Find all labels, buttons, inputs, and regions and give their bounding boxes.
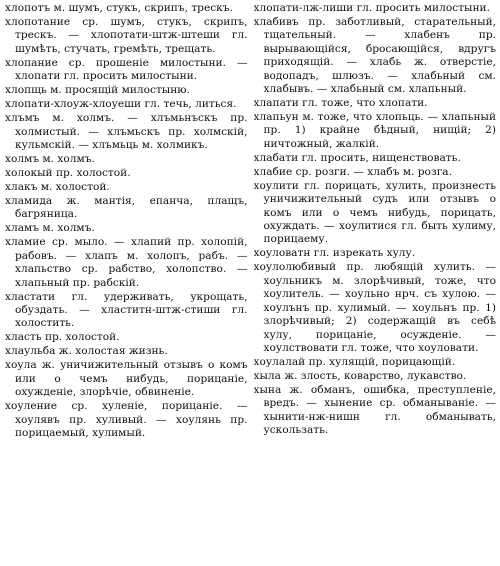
dictionary-entry: хына ж. обманъ, ошибка, преступленіе, вредъ. — хынение ср. обманываніе. — хынити-нж-нишн гл. обманывать, ускользать.: [253, 383, 496, 437]
dictionary-entry: хласть пр. холостой.: [5, 331, 120, 344]
dictionary-entry: хлопание ср. прошеніе милостыни. — хлопати гл. просить милостыни.: [5, 56, 248, 83]
dictionary-entry: хламъ м. холмъ.: [5, 222, 95, 235]
dictionary-entry: хламида ж. мантія, епанча, плащъ, багряница.: [5, 195, 248, 221]
dictionary-entry: хлакъ м. холостой.: [5, 181, 110, 194]
dictionary-entry: хлапьун м. тоже, что хлопьць. — хлапьный пр. 1) крайне бѣдный, нищій; 2) ничтожный, жалкій.: [253, 111, 496, 150]
dictionary-entry: хлабие ср. розги. — хлабъ м. розга.: [253, 165, 452, 178]
dictionary-entry: хоулити гл. порицать, хулить, произнесть уничижительный судъ или отзывъ о комъ или о чемъ нибудь, порицать, охуждать. — хоулитися гл. быть хулиму, порицаему.: [253, 179, 496, 246]
dictionary-entry: хлопати-лж-лиши гл. просить милостыни.: [253, 2, 490, 14]
dictionary-entry: хламие ср. мыло. — хлапий пр. холопій, рабовъ. — хлапъ м. холопъ, рабъ. — хлапьство ср. рабство, холопство. — хлапьный пр. рабскій.: [5, 236, 248, 289]
dictionary-entry: хлабивъ пр. заботливый, старательный, тщательный. — хлабенъ пр. вырывающійся, бросающійся, вдругъ приходящій. — хлабь ж. отверстіе, водопадъ, шлюзъ. — хлабьный см. хлабывъ. — хлабьный см. хлапьный.: [253, 16, 496, 96]
dictionary-entry: хлабати гл. просить, нищенствовать.: [253, 151, 461, 164]
dictionary-entry: хыла ж. злость, коварство, лукавство.: [253, 369, 467, 382]
dictionary-entry: хлопотъ м. шумъ, стукъ, скрипъ, трескъ.: [5, 2, 233, 14]
dictionary-entry: хластати гл. удерживать, укрощать, обуздать. — хластитн-штж-стиши гл. холостить.: [5, 290, 248, 330]
dictionary-entry: хлопати-хлоуж-хлоуеши гл. течь, литься.: [5, 98, 237, 111]
dictionary-entry: хоуловатн гл. изрекать хулу.: [253, 247, 416, 260]
dictionary-entry: хоулалай пр. хулящій, порицающій.: [253, 355, 456, 368]
dictionary-entry: хлъмъ м. холмъ. — хлъмьнъскъ пр. холмистый. — хлъмьскъ пр. холмскій, кульмскій. — хлъмьць м. холмикъ.: [5, 112, 248, 152]
dictionary-entry: хлопотание ср. шумъ, стукъ, скрипъ, трескъ. — хлопотати-штж-штеши гл. шумѣть, стучать, гремѣть, трещать.: [5, 16, 248, 55]
dictionary-entry: холмъ м. холмъ.: [5, 153, 95, 166]
dictionary-entry: хлопщь м. просящій милостыню.: [5, 84, 190, 97]
dictionary-entry: хлапати гл. тоже, что хлопати.: [253, 97, 428, 110]
right-column: [254, 2, 497, 566]
left-column: [5, 2, 248, 566]
dictionary-entry: хлаульба ж. холостая жизнь.: [5, 345, 168, 358]
dictionary-entry: хоулолюбивый пр. любящій хулить. — хоульникъ м. злорѣчивый, тоже, что хоулитель. — хоульно нрч. съ хулою. — хоулънъ пр. хулимый. — хоульнъ пр. 1) злорѣчивый; 2) содержащій въ себѣ хулу, порицаніе, осужденіе. — хоулствовати гл. тоже, что хоуловати.: [253, 261, 496, 354]
dictionary-entry: холокый пр. холостой.: [5, 167, 131, 180]
dictionary-entry: хоула ж. уничижительный отзывъ о комъ или о чемъ нибудь, порицаніе, охужденіе, злорѣчіе, обвиненіе.: [5, 359, 248, 399]
dictionary-entry: хоуление ср. хуленіе, порицаніе. — хоулявъ пр. хуливый. — хоулянь пр. порицаемый, хулимый.: [5, 400, 248, 440]
